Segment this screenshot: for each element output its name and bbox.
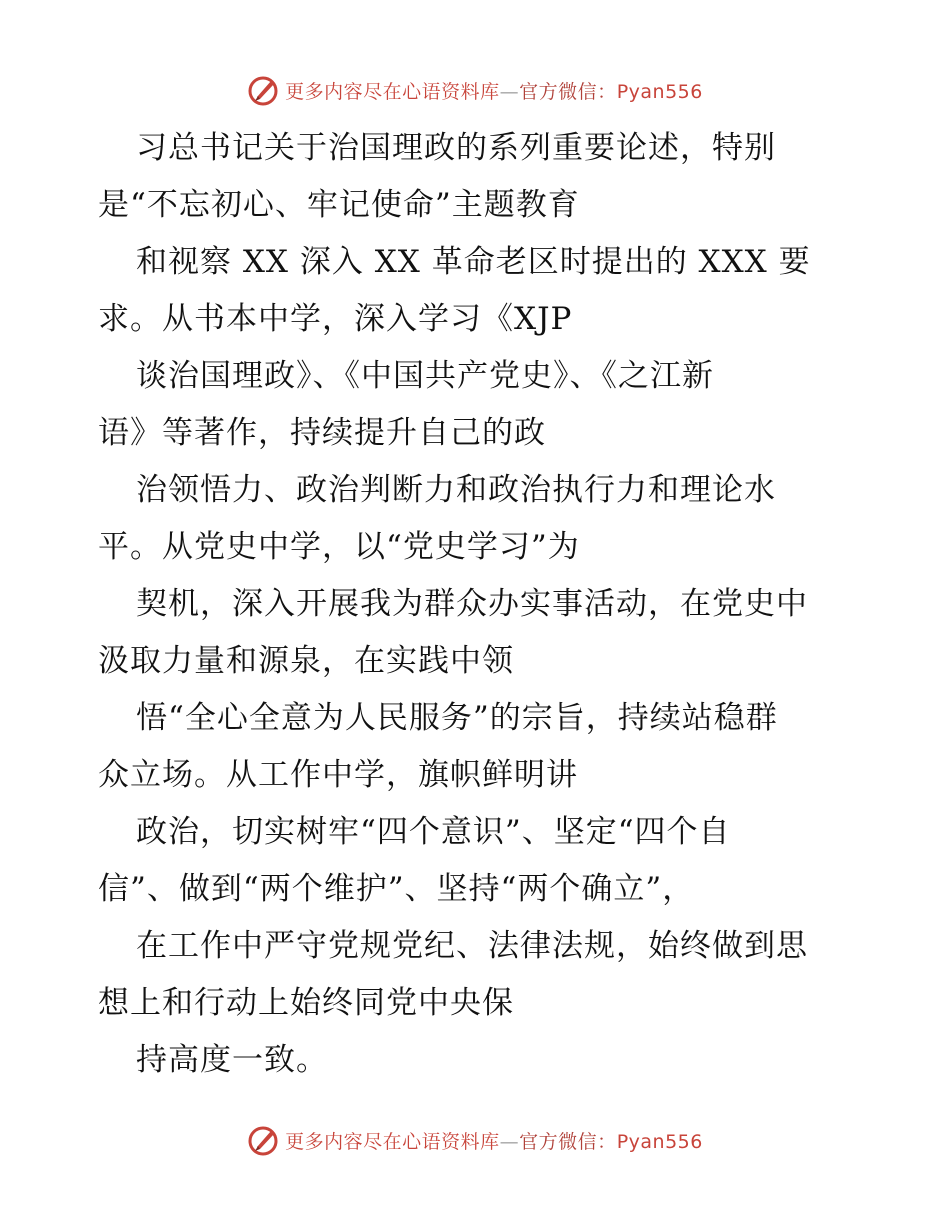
- banner-separator: —: [499, 80, 520, 103]
- banner-slogan: 更多内容尽在心语资料库: [285, 1130, 500, 1153]
- text-line: 想上和行动上始终同党中央保: [98, 985, 514, 1021]
- text-line: 政治，切实树牢“四个意识”、坚定“四个自: [136, 814, 731, 850]
- quill-logo-icon: [247, 1123, 281, 1157]
- text-line: 习总书记关于治国理政的系列重要论述，特别: [136, 130, 776, 166]
- text-line: 语》等著作，持续提升自己的政: [98, 415, 546, 451]
- text-line: 是“不忘初心、牢记使命”主题教育: [98, 187, 580, 223]
- text-line: 求。从书本中学，深入学习《XJP: [98, 301, 573, 337]
- footer-banner: [0, 1120, 950, 1160]
- banner-text: [285, 1127, 703, 1154]
- banner-wechat-id: Pyan556: [616, 1130, 703, 1153]
- document-body: [98, 120, 858, 1089]
- banner-wechat-label: 官方微信：: [519, 1130, 617, 1153]
- banner-wechat-label: 官方微信：: [519, 80, 617, 103]
- text-line: 和视察 XX 深入 XX 革命老区时提出的 XXX 要: [136, 244, 811, 280]
- quill-logo-icon: [247, 73, 281, 107]
- header-banner: [0, 70, 950, 110]
- text-line: 众立场。从工作中学，旗帜鲜明讲: [98, 757, 578, 793]
- banner-slogan: 更多内容尽在心语资料库: [285, 80, 500, 103]
- banner-text: [285, 77, 703, 104]
- text-line: 汲取力量和源泉，在实践中领: [98, 643, 514, 679]
- text-line: 治领悟力、政治判断力和政治执行力和理论水: [136, 472, 776, 508]
- text-line: 悟“全心全意为人民服务”的宗旨，持续站稳群: [136, 700, 778, 736]
- text-line: 在工作中严守党规党纪、法律法规，始终做到思: [136, 928, 808, 964]
- text-line: 持高度一致。: [136, 1042, 328, 1078]
- text-line: 信”、做到“两个维护”、坚持“两个确立”，: [98, 871, 695, 907]
- banner-wechat-id: Pyan556: [616, 80, 703, 103]
- text-line: 谈治国理政》、《中国共产党史》、《之江新: [136, 358, 714, 394]
- text-line: 契机，深入开展我为群众办实事活动，在党史中: [136, 586, 808, 622]
- banner-separator: —: [499, 1130, 520, 1153]
- text-line: 平。从党史中学，以“党史学习”为: [98, 529, 580, 565]
